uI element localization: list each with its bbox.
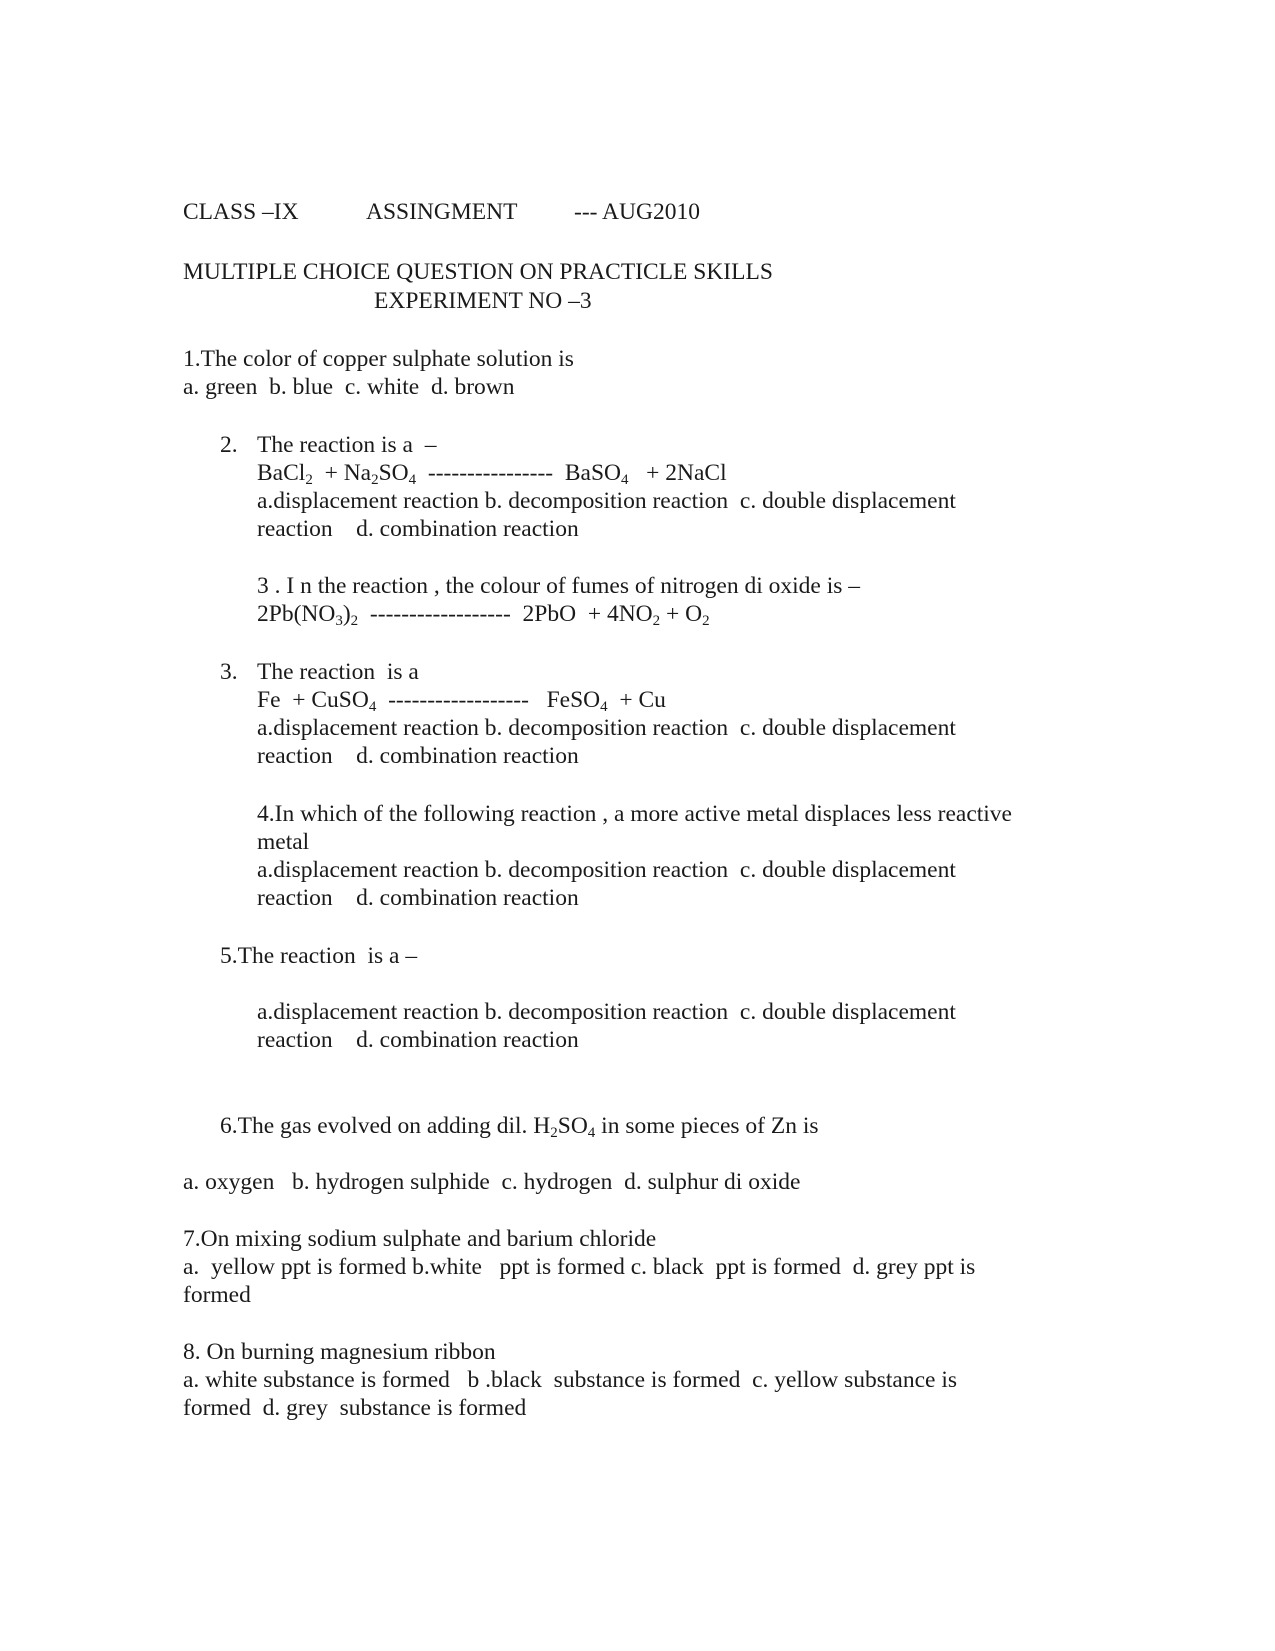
- question-4-options-line-1: a.displacement reaction b. decomposition reaction c. double displacement: [257, 857, 956, 883]
- question-2-equation: BaCl$_2$ + $Na_2SO_4$ ---------------- BaSO$_4$ + 2NaCl: [257, 460, 727, 488]
- question-2-options-line-1: a.displacement reaction b. decomposition reaction c. double displacement: [257, 488, 956, 514]
- question-7-options-line-2: formed: [183, 1282, 251, 1308]
- question-2-options-line-2: reaction d. combination reaction: [257, 516, 579, 542]
- question-3a-text: 3 . I n the reaction , the colour of fumes of nitrogen di oxide is –: [257, 573, 861, 599]
- question-3b-equation: Fe + CuSO$_4$ ------------------ FeSO$_4$ + Cu: [257, 687, 666, 715]
- question-6-text: 6.The gas evolved on adding dil. $H_2SO_4$ in some pieces of Zn is: [220, 1113, 819, 1141]
- question-3b-number: 3.: [220, 659, 238, 685]
- document-title: MULTIPLE CHOICE QUESTION ON PRACTICLE SKILLS: [183, 259, 773, 285]
- question-8-options-line-2: formed d. grey substance is formed: [183, 1395, 527, 1421]
- date-label: --- AUG2010: [574, 199, 700, 225]
- document-subtitle: EXPERIMENT NO –3: [374, 288, 592, 314]
- question-3b-options-line-1: a.displacement reaction b. decomposition reaction c. double displacement: [257, 715, 956, 741]
- question-4-text-line-1: 4.In which of the following reaction , a more active metal displaces less reactive: [257, 801, 1012, 827]
- question-2-number: 2.: [220, 432, 238, 458]
- question-7-text: 7.On mixing sodium sulphate and barium chloride: [183, 1226, 657, 1252]
- question-1-text: 1.The color of copper sulphate solution is: [183, 346, 574, 372]
- question-3b-text: The reaction is a: [257, 659, 419, 685]
- question-7-options-line-1: a. yellow ppt is formed b.white ppt is formed c. black ppt is formed d. grey ppt is: [183, 1254, 976, 1280]
- question-4-text-line-2: metal: [257, 829, 310, 855]
- question-2-text: The reaction is a –: [257, 432, 437, 458]
- question-5-options-line-1: a.displacement reaction b. decomposition reaction c. double displacement: [257, 999, 956, 1025]
- class-label: CLASS –IX: [183, 199, 299, 225]
- assignment-label: ASSINGMENT: [366, 199, 518, 225]
- question-5-options-line-2: reaction d. combination reaction: [257, 1027, 579, 1053]
- question-6-options: a. oxygen b. hydrogen sulphide c. hydrogen d. sulphur di oxide: [183, 1169, 801, 1195]
- question-3a-equation: $2Pb(NO_3)_2$ ------------------ $2PbO + 4NO_2 + O_2$: [257, 601, 710, 629]
- question-8-text: 8. On burning magnesium ribbon: [183, 1339, 496, 1365]
- question-1-options: a. green b. blue c. white d. brown: [183, 374, 515, 400]
- question-4-options-line-2: reaction d. combination reaction: [257, 885, 579, 911]
- question-3b-options-line-2: reaction d. combination reaction: [257, 743, 579, 769]
- question-8-options-line-1: a. white substance is formed b .black substance is formed c. yellow substance is: [183, 1367, 957, 1393]
- question-5-text: 5.The reaction is a –: [220, 943, 418, 969]
